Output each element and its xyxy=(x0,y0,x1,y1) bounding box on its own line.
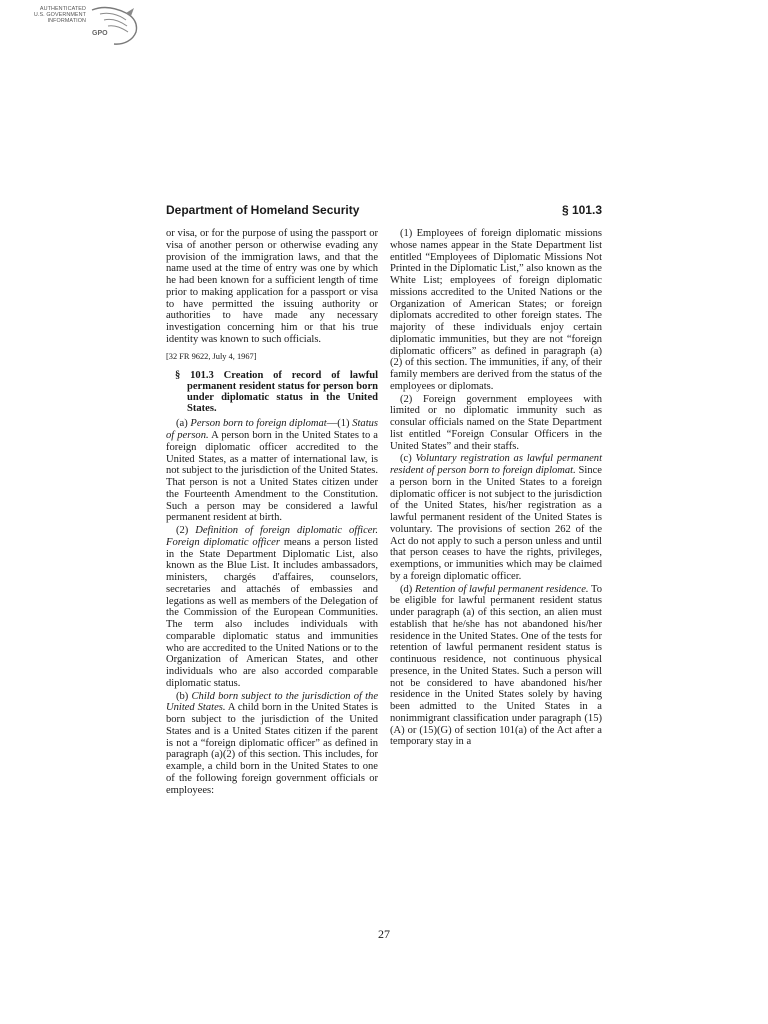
gpo-eagle-icon xyxy=(30,4,145,48)
continued-paragraph: or visa, or for the purpose of using the passport or visa of another person or otherwise evading any provision of the immigration laws, and that the name used at the time of entry was one by which he had been known for a sufficient length of time prior to making application for a passport or visa to have permitted the issuing authority or authorities to have made any necessary investigation concerning him or that his true identity was known to such officials. xyxy=(166,228,378,345)
federal-register-citation: [32 FR 9622, July 4, 1967] xyxy=(166,351,257,361)
section-number: § 101.3 xyxy=(561,203,602,217)
paragraph-d-heading: Retention of lawful permanent residence. xyxy=(415,583,589,595)
paragraph-a2-heading: Definition of foreign diplomatic officer. Foreign diplomatic officer xyxy=(166,525,378,548)
paragraph-b1: (1) Employees of foreign diplomatic missions whose names appear in the State Department list entitled “Employees of Diplomatic Missions Not Printed in the Diplomatic List,” also known as the White List; employees of foreign diplomatic missions accredited to the United Nations or the Organization of American States; or foreign diplomats accredited to other foreign states. The majority of these individuals enjoy certain diplomatic immunities, but they are not “foreign diplomatic officers” as defined in paragraph (a)(2) of this section. The immunities, if any, of their family members are derived from the status of the employees or diplomats. xyxy=(390,228,602,392)
paragraph-b2: (2) Foreign government employees with limited or no diplomatic immunity such as consular officials named on the State Department list entitled “Foreign Consular Officers in the United States” and their staffs. xyxy=(390,393,602,452)
paragraph-d: (d) Retention of lawful permanent residence. To be eligible for lawful permanent resident status under paragraph (a) of this section, an alien must establish that he/she has not abandoned his/her residence in the United States. One of the tests for retention of lawful permanent resident status is continuous residence, not continuous physical presence, in the United States. Such a person will not be considered to have abandoned his/her residence in the United States solely by having been admitted to the United States in a nonimmigrant classification under paragraph (15)(A) or (15)(G) of section 101(a) of the Act after a temporary stay in a xyxy=(390,583,602,748)
left-column xyxy=(166,228,378,796)
paragraph-a1: (a) Person born to foreign diplomat—(1) Status of person. A person born in the United States to a foreign diplomatic officer accredited to the United States, as a matter of international law, is not subject to the jurisdiction of the United States. That person is not a United States citizen under the Fourteenth Amendment to the Constitution. Such a person may be considered a lawful permanent resident at birth. xyxy=(166,418,379,524)
seal-line-3: INFORMATION xyxy=(47,18,86,25)
right-column xyxy=(390,228,602,748)
paragraph-b-heading: Child born subject to the jurisdiction of the United States. xyxy=(166,690,379,714)
section-heading xyxy=(166,370,378,415)
section-symbol: § 101.3 xyxy=(175,369,214,381)
seal-line-1: AUTHENTICATED xyxy=(39,6,86,12)
gpo-label: GPO xyxy=(92,30,108,37)
paragraph-a-heading: Person born to foreign diplomat xyxy=(190,418,327,430)
paragraph-a2: (2) Definition of foreign diplomatic officer. Foreign diplomatic officer means a person listed in the State Department Diplomatic List, also known as the Blue List. It includes ambassadors, ministers, chargés d'affaires, counselors, secretaries and attachés of embassies and legations as well as members of the Delegation of the Commission of the European Communities. The term also includes individuals with comparable diplomatic status and immunities who are accredited to the United Nations or to the Organization of American States, and other individuals who are also accorded comparable diplomatic status. xyxy=(166,525,378,689)
seal-line-2: U.S. GOVERNMENT xyxy=(33,12,86,19)
page-number: 27 xyxy=(378,927,390,941)
running-header xyxy=(166,203,602,219)
paragraph-c: (c) Voluntary registration as lawful permanent resident of person born to foreign diplomat. Since a person born in the United States to a foreign diplomatic officer is not subject to the jurisdiction of the United States, his/her registration as a lawful permanent resident of the United States is voluntary. The provisions of section 262 of the Act do not apply to such a person unless and until that person ceases to have the rights, privileges, exemptions, or immunities which may be claimed by a foreign diplomatic officer. xyxy=(390,453,603,582)
paragraph-a1-heading: Status of person. xyxy=(166,418,379,442)
agency-title: Department of Homeland Security xyxy=(166,203,360,217)
section-title: Creation of record of lawful permanent resident status for person born under diplomatic status in the United States. xyxy=(187,369,378,415)
paragraph-b: (b) Child born subject to the jurisdiction of the United States. A child born in the United States is born subject to the jurisdiction of the United States and is a United States citizen if the parent is not a “foreign diplomatic officer” as defined in paragraph (a)(2) of this section. This includes, for example, a child born in the United States to one of the following foreign government officials or employees: xyxy=(166,690,379,796)
paragraph-c-heading: Voluntary registration as lawful permanent resident of person born to foreign diplomat. xyxy=(390,453,603,476)
